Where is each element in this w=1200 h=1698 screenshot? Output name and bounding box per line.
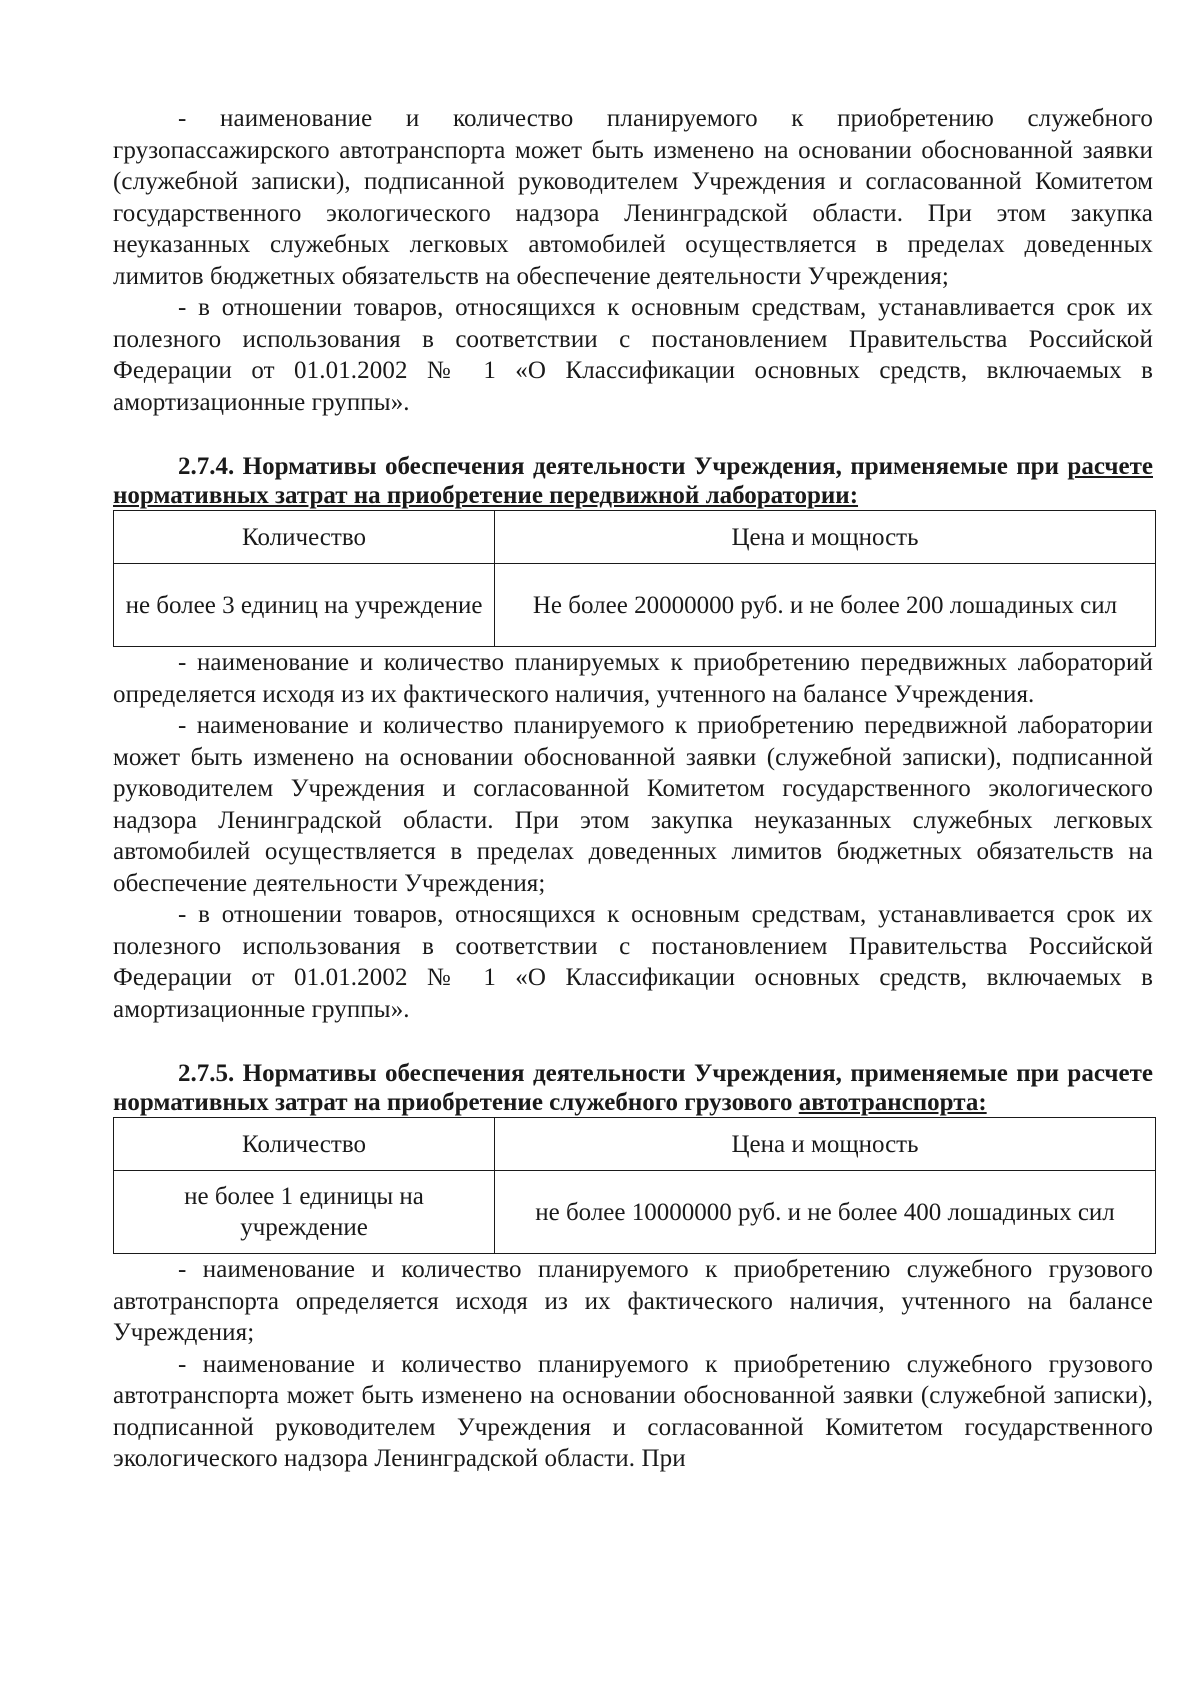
table-cell-quantity: не более 3 единиц на учреждение xyxy=(114,564,495,647)
section-2-7-5-paragraph-1: - наименование и количество планируемого к приобретению служебного грузового автотранспорта определяется исходя из их фактического наличия, учтенного на балансе Учреждения; xyxy=(113,1256,1153,1346)
section-2-7-5-paragraph-2: - наименование и количество планируемого к приобретению служебного грузового автотранспорта может быть изменено на основании обоснованной заявки (служебной записки), подписанной руководителем Учреждения и согласованной Комитетом государственного экологического надзора Ленинградской области. При xyxy=(113,1350,1153,1472)
section-2-7-4-paragraph-1: - наименование и количество планируемых к приобретению передвижных лабораторий определяется исходя из их фактического наличия, учтенного на балансе Учреждения. xyxy=(113,649,1153,708)
table-header-price-power: Цена и мощность xyxy=(495,1118,1156,1171)
table-header-quantity: Количество xyxy=(114,1118,495,1171)
table-header-row xyxy=(114,511,1156,564)
section-2-7-4-heading-underlined: расчете нормативных затрат на приобретение передвижной лаборатории: xyxy=(113,453,1153,509)
intro-paragraph-1: - наименование и количество планируемого к приобретению служебного грузопассажирского автотранспорта может быть изменено на основании обоснованной заявки (служебной записки), подписанной руководителем Учреждения и согласованной Комитетом государственного экологического надзора Ленинградской области. При этом закупка неуказанных служебных легковых автомобилей осуществляется в пределах доведенных лимитов бюджетных обязательств на обеспечение деятельности Учреждения; xyxy=(113,105,1153,290)
section-spacer xyxy=(113,418,1153,452)
section-2-7-5-heading-underlined: автотранспорта: xyxy=(798,1089,987,1116)
table-cell-quantity: не более 1 единицы на учреждение xyxy=(114,1171,495,1254)
section-2-7-5-table xyxy=(113,1117,1156,1254)
section-2-7-4-table xyxy=(113,510,1156,647)
section-2-7-4-paragraph-2: - наименование и количество планируемого к приобретению передвижной лаборатории может быть изменено на основании обоснованной заявки (служебной записки), подписанной руководителем Учреждения и согласованной Комитетом государственного экологического надзора Ленинградской области. При этом закупка неуказанных служебных легковых автомобилей осуществляется в пределах доведенных лимитов бюджетных обязательств на обеспечение деятельности Учреждения; xyxy=(113,712,1153,897)
section-2-7-5-heading xyxy=(113,1059,1153,1117)
section-2-7-4-heading xyxy=(113,452,1153,510)
table-row xyxy=(114,1171,1156,1254)
table-cell-price-power: не более 10000000 руб. и не более 400 лошадиных сил xyxy=(495,1171,1156,1254)
table-row xyxy=(114,564,1156,647)
document-body xyxy=(113,103,1153,1475)
section-2-7-4-heading-lead: 2.7.4. Нормативы обеспечения деятельности Учреждения, применяемые при xyxy=(178,453,1068,480)
table-cell-price-power: Не более 20000000 руб. и не более 200 лошадиных сил xyxy=(495,564,1156,647)
section-spacer xyxy=(113,1025,1153,1059)
table-header-row xyxy=(114,1118,1156,1171)
section-2-7-5-heading-lead: 2.7.5. Нормативы обеспечения деятельности Учреждения, применяемые при расчете нормативных затрат на приобретение служебного грузового xyxy=(113,1060,1153,1116)
intro-paragraph-2: - в отношении товаров, относящихся к основным средствам, устанавливается срок их полезного использования в соответствии с постановлением Правительства Российской Федерации от 01.01.2002 № 1 «О Классификации основных средств, включаемых в амортизационные группы». xyxy=(113,294,1153,416)
table-header-price-power: Цена и мощность xyxy=(495,511,1156,564)
section-2-7-4-paragraph-3: - в отношении товаров, относящихся к основным средствам, устанавливается срок их полезного использования в соответствии с постановлением Правительства Российской Федерации от 01.01.2002 № 1 «О Классификации основных средств, включаемых в амортизационные группы». xyxy=(113,901,1153,1023)
table-header-quantity: Количество xyxy=(114,511,495,564)
